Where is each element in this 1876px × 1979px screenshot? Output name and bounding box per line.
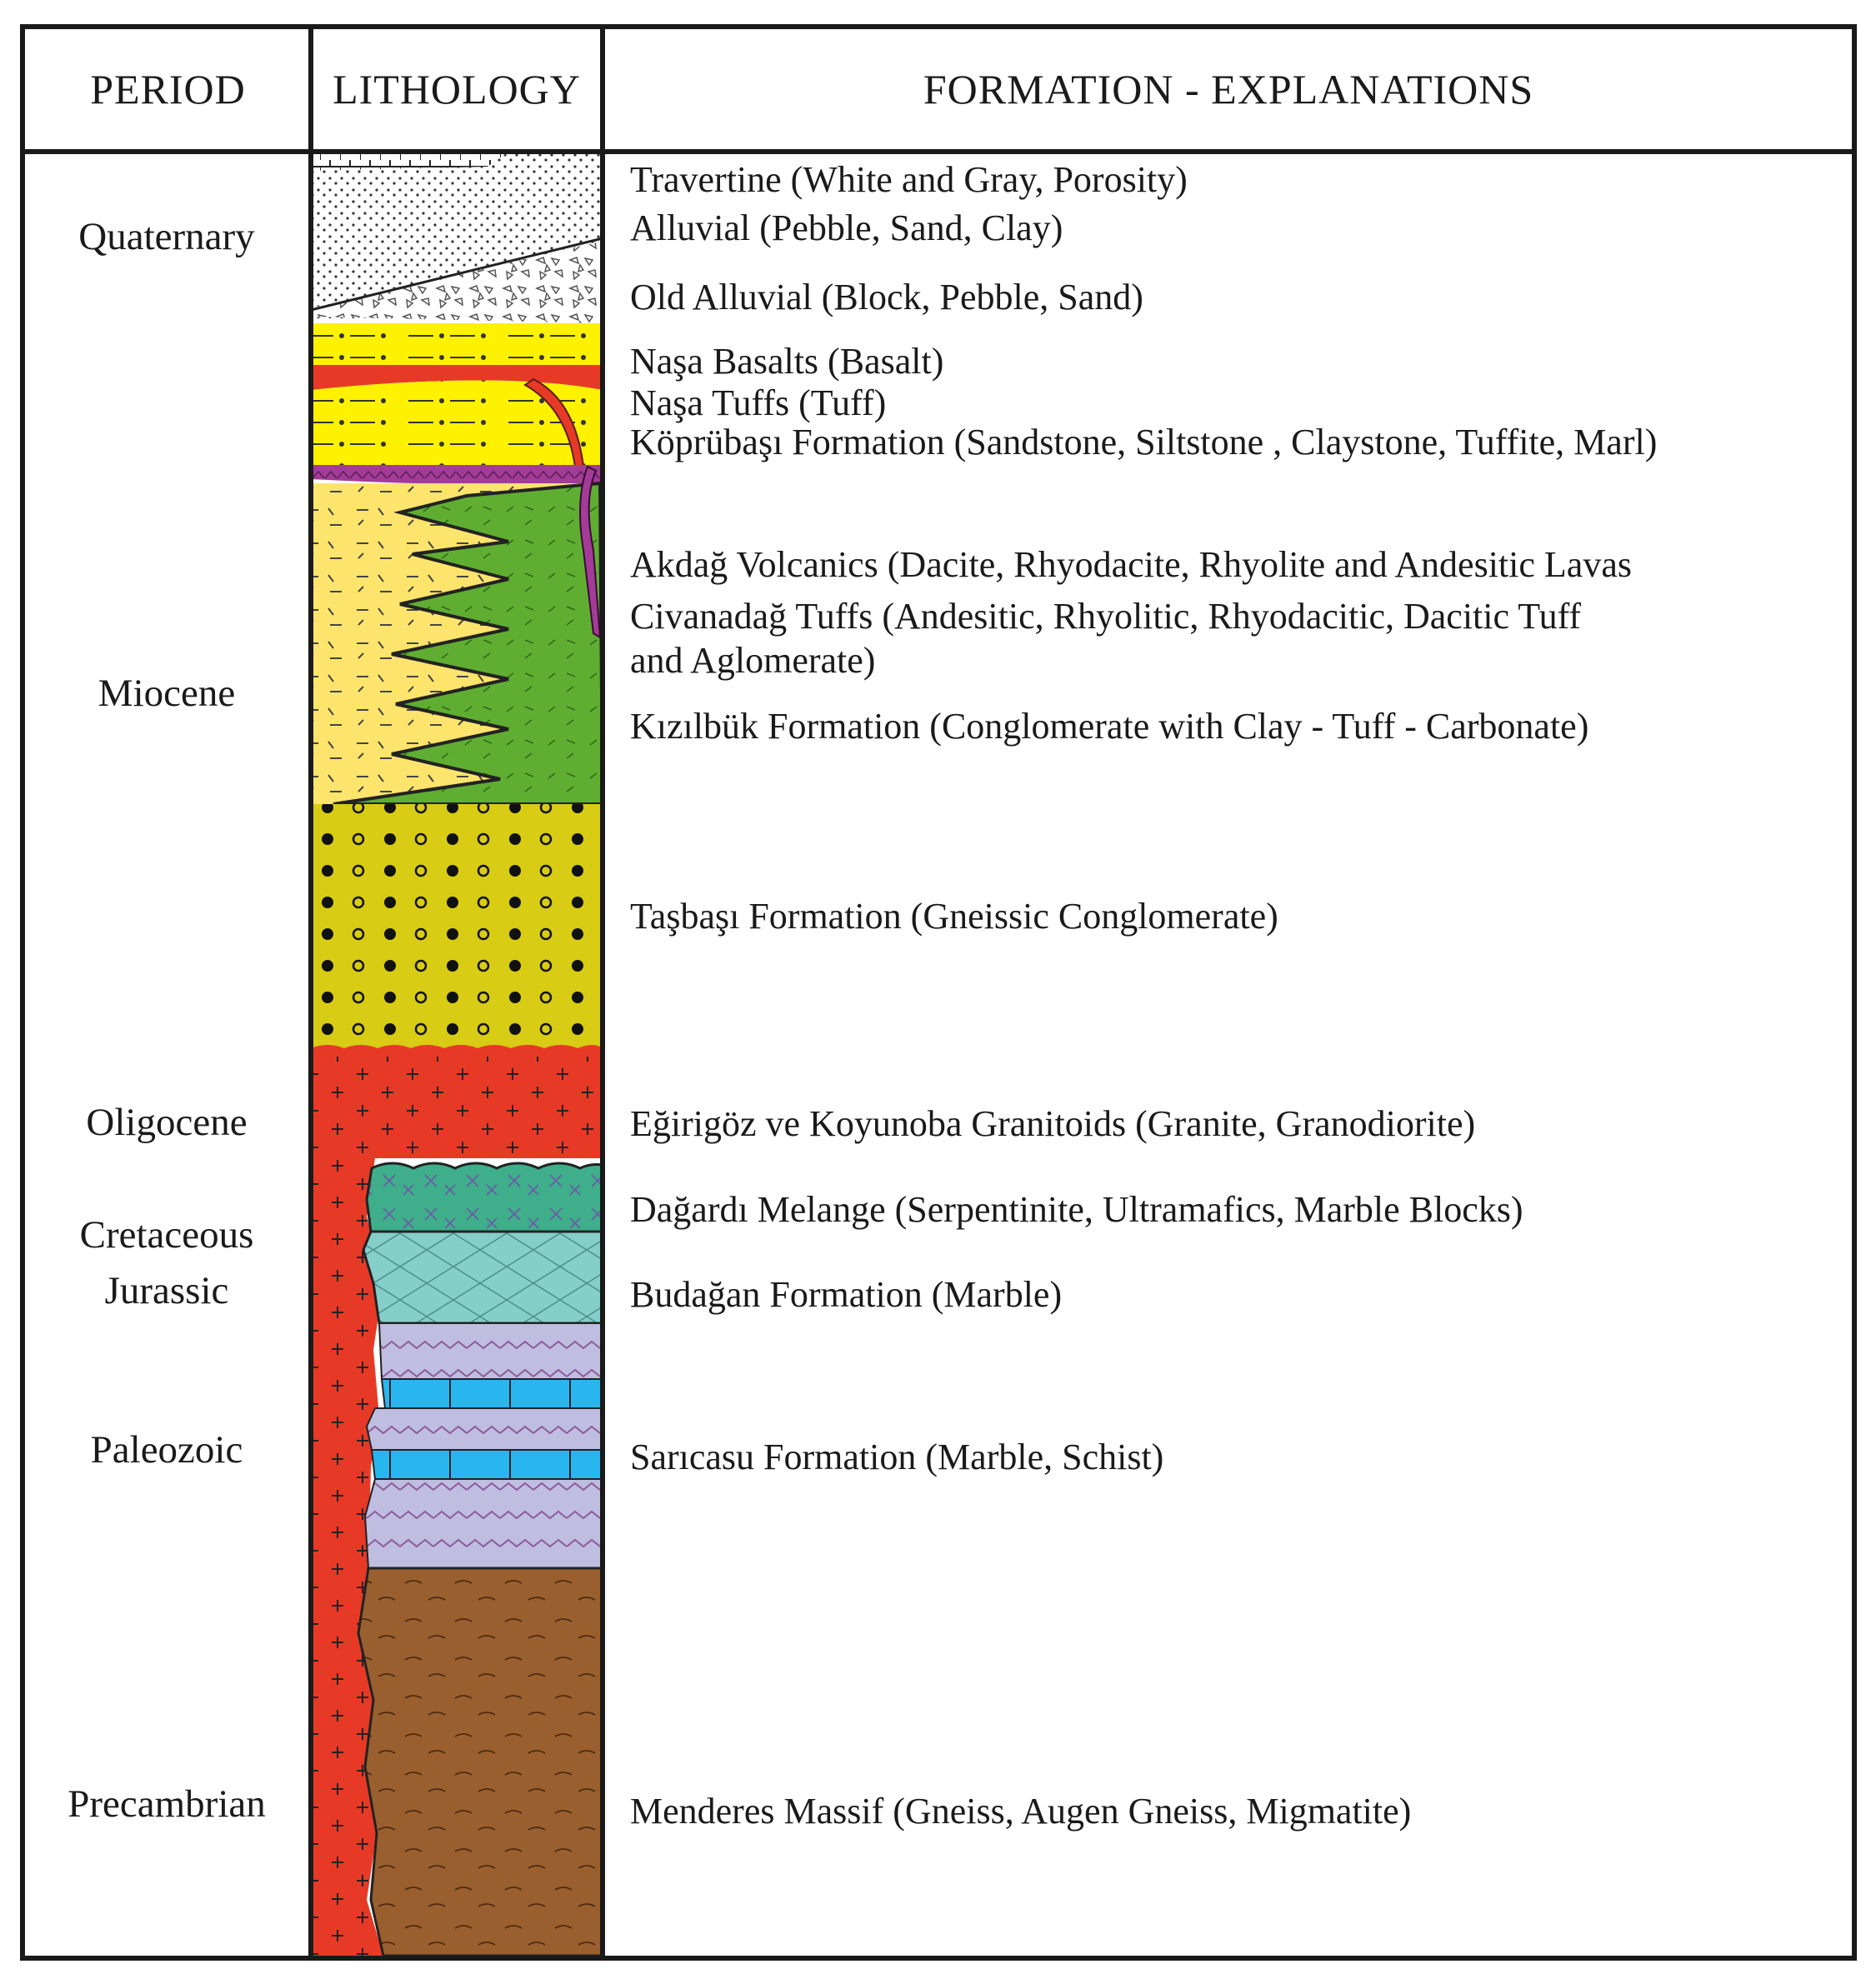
expl-budagan: Budağan Formation (Marble) bbox=[630, 1274, 1063, 1315]
expl-nasa-tuffs: Naşa Tuffs (Tuff) bbox=[630, 382, 887, 423]
gneiss-layer bbox=[358, 1568, 603, 1956]
period-precambrian: Precambrian bbox=[68, 1782, 266, 1826]
expl-old-alluvial: Old Alluvial (Block, Pebble, Sand) bbox=[630, 277, 1143, 317]
expl-nasa-basalts: Naşa Basalts (Basalt) bbox=[630, 341, 944, 382]
period-paleozoic: Paleozoic bbox=[90, 1428, 243, 1472]
expl-kizilbuk: Kızılbük Formation (Conglomerate with Clay - Tuff - Carbonate) bbox=[630, 706, 1589, 747]
purple-layer bbox=[311, 465, 603, 485]
expl-saricasu: Sarıcasu Formation (Marble, Schist) bbox=[630, 1437, 1164, 1477]
tasbasi-layer bbox=[311, 804, 603, 1062]
period-jurassic: Jurassic bbox=[104, 1269, 229, 1312]
schist-layer-2 bbox=[367, 1408, 603, 1450]
period-oligocene: Oligocene bbox=[86, 1101, 248, 1144]
tuff-layer bbox=[311, 323, 603, 365]
period-quaternary: Quaternary bbox=[78, 215, 255, 258]
melange-layer bbox=[367, 1163, 603, 1232]
expl-alluvial: Alluvial (Pebble, Sand, Clay) bbox=[630, 207, 1063, 248]
expl-travertine: Travertine (White and Gray, Porosity) bbox=[630, 159, 1188, 200]
expl-koprubasi: Köprübaşı Formation (Sandstone, Siltstone , Claystone, Tuffite, Marl) bbox=[630, 422, 1658, 462]
expl-civanadag-cont: and Aglomerate) bbox=[630, 640, 876, 681]
header-formation: FORMATION - EXPLANATIONS bbox=[923, 66, 1534, 112]
expl-civanadag: Civanadağ Tuffs (Andesitic, Rhyolitic, Rhyodacitic, Dacitic Tuff bbox=[630, 596, 1582, 637]
period-miocene: Miocene bbox=[98, 672, 236, 715]
expl-menderes: Menderes Massif (Gneiss, Augen Gneiss, Migmatite) bbox=[630, 1791, 1412, 1832]
expl-akdag: Akdağ Volcanics (Dacite, Rhyodacite, Rhyolite and Andesitic Lavas bbox=[630, 544, 1632, 585]
marble-band-2 bbox=[372, 1450, 603, 1479]
schist-layer-3 bbox=[365, 1479, 603, 1568]
marble-band-1 bbox=[382, 1379, 603, 1408]
schist-layer-1 bbox=[379, 1323, 603, 1379]
expl-dagardi: Dağardı Melange (Serpentinite, Ultramafics, Marble Blocks) bbox=[630, 1189, 1523, 1230]
lithology-column bbox=[311, 152, 603, 1956]
budagan-layer bbox=[363, 1232, 603, 1323]
expl-tasbasi: Taşbaşı Formation (Gneissic Conglomerate) bbox=[630, 896, 1278, 937]
header-lithology: LITHOLOGY bbox=[333, 66, 581, 112]
period-cretaceous: Cretaceous bbox=[79, 1213, 254, 1257]
header-period: PERIOD bbox=[90, 66, 246, 112]
kopr-layer bbox=[311, 381, 603, 466]
expl-egirigoz: Eğirigöz ve Koyunoba Granitoids (Granite, Granodiorite) bbox=[630, 1103, 1476, 1144]
